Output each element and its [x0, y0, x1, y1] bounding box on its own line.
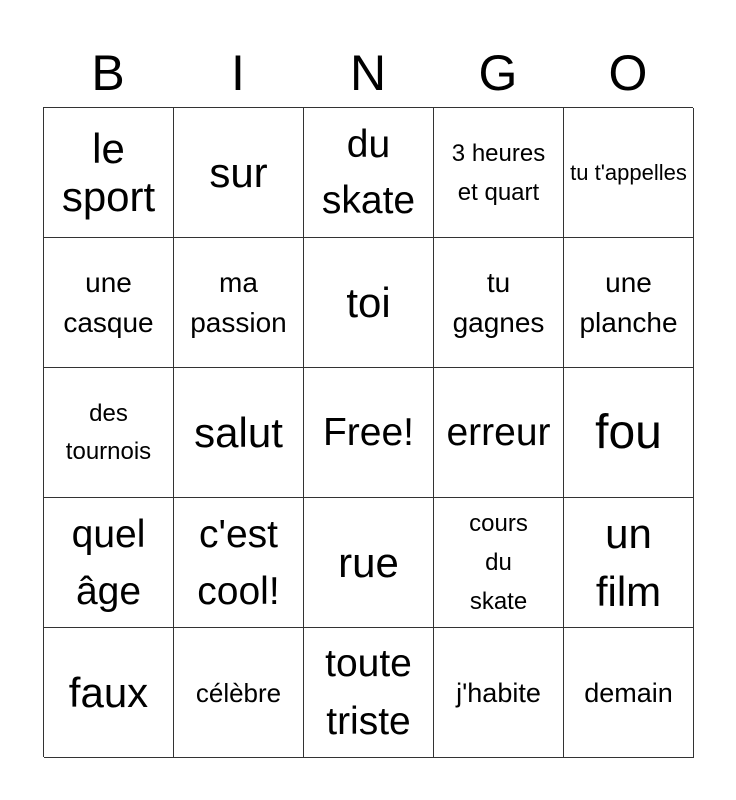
cell-text: 3 heures et quart [451, 139, 546, 206]
bingo-cell[interactable] [174, 368, 304, 498]
header-letter-i: I [231, 45, 245, 101]
bingo-header [43, 42, 693, 104]
bingo-cell[interactable] [304, 108, 434, 238]
header-letter-n: N [349, 45, 387, 101]
header-letter-b: B [91, 45, 125, 101]
bingo-cell[interactable] [564, 238, 694, 368]
cell-text: tu gagnes [452, 266, 545, 338]
cell-text: une planche [579, 266, 678, 338]
bingo-cell[interactable] [44, 498, 174, 628]
cell-text: faux [68, 668, 149, 716]
bingo-cell[interactable] [434, 628, 564, 758]
cell-text: demain [584, 677, 673, 708]
header-letter-g: G [478, 45, 518, 101]
bingo-cell[interactable] [304, 368, 434, 498]
cell-text: fou [595, 406, 662, 459]
cell-text: ma passion [190, 266, 287, 338]
bingo-cell[interactable] [44, 368, 174, 498]
cell-text: une casque [63, 266, 154, 338]
cell-text: cours du skate [469, 510, 528, 615]
bingo-cell[interactable] [434, 368, 564, 498]
bingo-cell[interactable] [174, 498, 304, 628]
bingo-cell[interactable] [44, 628, 174, 758]
bingo-cell[interactable] [174, 238, 304, 368]
cell-text: célèbre [195, 677, 282, 708]
cell-text: toute triste [325, 641, 412, 743]
cell-text: quel âge [71, 512, 146, 613]
bingo-cell[interactable] [434, 238, 564, 368]
bingo-cell[interactable] [434, 498, 564, 628]
cell-text: le sport [61, 124, 156, 220]
cell-text: erreur [446, 410, 551, 454]
bingo-cell[interactable] [174, 108, 304, 238]
bingo-cell[interactable] [564, 628, 694, 758]
cell-text: j'habite [456, 677, 541, 708]
cell-text: salut [194, 408, 283, 456]
bingo-cell[interactable] [564, 368, 694, 498]
cell-text: un film [595, 509, 662, 615]
bingo-grid [43, 107, 693, 757]
cell-text: rue [338, 538, 399, 586]
bingo-cell[interactable] [44, 108, 174, 238]
cell-text: des tournois [65, 399, 152, 465]
bingo-cell[interactable] [44, 238, 174, 368]
cell-text: c'est cool! [197, 512, 280, 613]
header-letter-o: O [608, 45, 648, 101]
bingo-cell[interactable] [174, 628, 304, 758]
cell-text: Free! [322, 410, 415, 454]
bingo-cell[interactable] [304, 498, 434, 628]
cell-text: toi [346, 278, 391, 326]
bingo-cell[interactable] [304, 238, 434, 368]
cell-text: tu t'appelles [570, 160, 687, 185]
cell-text: sur [209, 148, 268, 196]
bingo-cell[interactable] [564, 108, 694, 238]
bingo-cell[interactable] [434, 108, 564, 238]
cell-text: du skate [321, 122, 416, 222]
bingo-cell[interactable] [564, 498, 694, 628]
bingo-cell[interactable] [304, 628, 434, 758]
